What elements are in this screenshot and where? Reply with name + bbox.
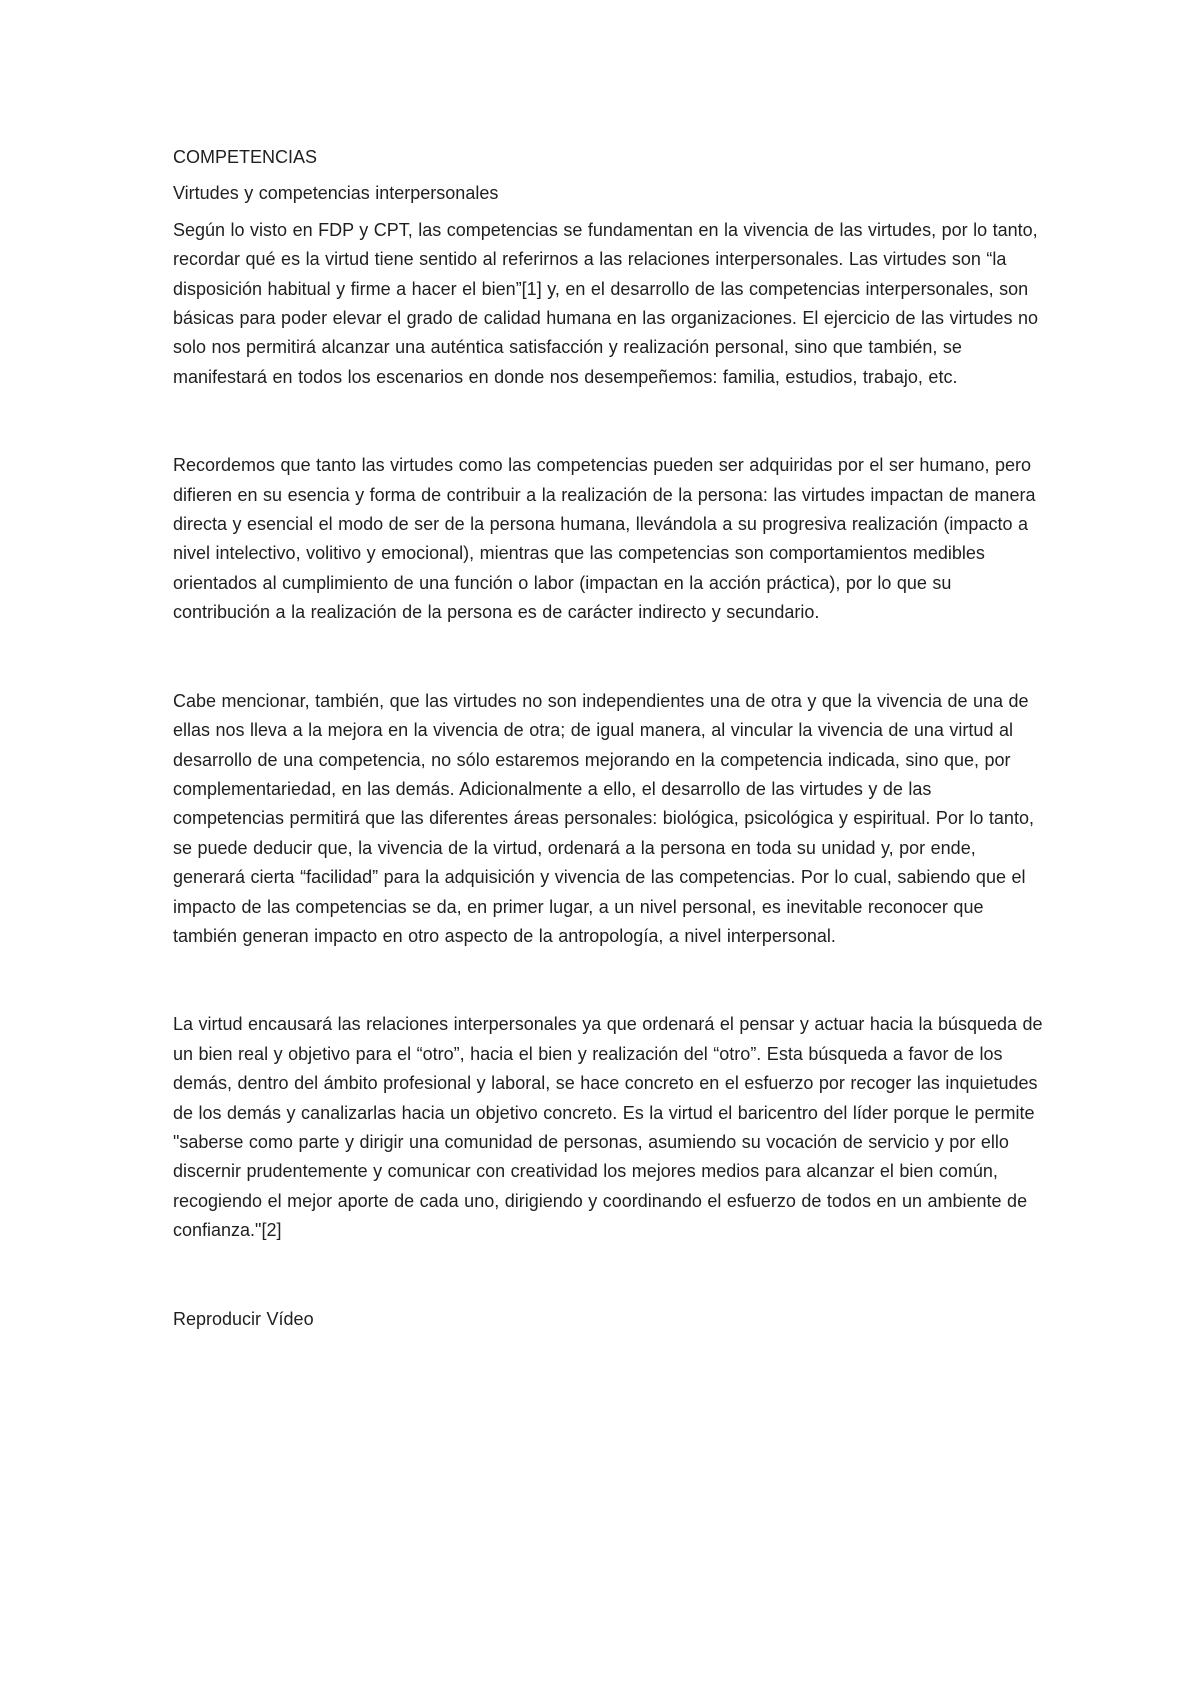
document-body xyxy=(173,143,1043,1334)
paragraph-2: Recordemos que tanto las virtudes como las competencias pueden ser adquiridas por el ser humano, pero difieren en su esencia y forma de contribuir a la realización de la persona: las virtudes impactan de manera directa y esencial el modo de ser de la persona humana, llevándola a su progresiva realización (impacto a nivel intelectivo, volitivo y emocional), mientras que las competencias son comportamientos medibles orientados al cumplimiento de una función o labor (impactan en la acción práctica), por lo que su contribución a la realización de la persona es de carácter indirecto y secundario. xyxy=(173,455,1036,623)
paragraph-3: Cabe mencionar, también, que las virtudes no son independientes una de otra y que la vivencia de una de ellas nos lleva a la mejora en la vivencia de otra; de igual manera, al vincular la vivencia de una virtud al desarrollo de una competencia, no sólo estaremos mejorando en la competencia indicada, sino que, por complementariedad, en las demás. Adicionalmente a ello, el desarrollo de las virtudes y de las competencias permitirá que las diferentes áreas personales: biológica, psicológica y espiritual. Por lo tanto, se puede deducir que, la vivencia de la virtud, ordenará a la persona en toda su unidad y, por ende, generará cierta “facilidad” para la adquisición y vivencia de las competencias. Por lo cual, sabiendo que el impacto de las competencias se da, en primer lugar, a un nivel personal, es inevitable reconocer que también generan impacto en otro aspecto de la antropología, a nivel interpersonal. xyxy=(173,690,1034,946)
section-heading: Virtudes y competencias interpersonales xyxy=(173,183,499,204)
paragraph-1: Según lo visto en FDP y CPT, las competencias se fundamentan en la vivencia de las virtudes, por lo tanto, recordar qué es la virtud tiene sentido al referirnos a las relaciones interpersonales. Las virtudes son “la disposición habitual y firme a hacer el bien”[1] y, en el desarrollo de las competencias interpersonales, son básicas para poder elevar el grado de calidad humana en las organizaciones. El ejercicio de las virtudes no solo nos permitirá alcanzar una auténtica satisfacción y realización personal, sino que también, se manifestará en todos los escenarios en donde nos desempeñemos: familia, estudios, trabajo, etc. xyxy=(173,219,1039,387)
play-video-link[interactable]: Reproducir Vídeo xyxy=(173,1308,314,1329)
paragraph-4: La virtud encausará las relaciones interpersonales ya que ordenará el pensar y actuar hacia la búsqueda de un bien real y objetivo para el “otro”, hacia el bien y realización del “otro”. Esta búsqueda a favor de los demás, dentro del ámbito profesional y laboral, se hace concreto en el esfuerzo por recoger las inquietudes de los demás y canalizarlas hacia un objetivo concreto. Es la virtud el baricentro del líder porque le permite "saberse como parte y dirigir una comunidad de personas, asumiendo su vocación de servicio y por ello discernir prudentemente y comunicar con creatividad los mejores medios para alcanzar el bien común, recogiendo el mejor aporte de cada uno, dirigiendo y coordinando el esfuerzo de todos en un ambiente de confianza."[2] xyxy=(173,1014,1043,1241)
document-title: COMPETENCIAS xyxy=(173,147,318,167)
